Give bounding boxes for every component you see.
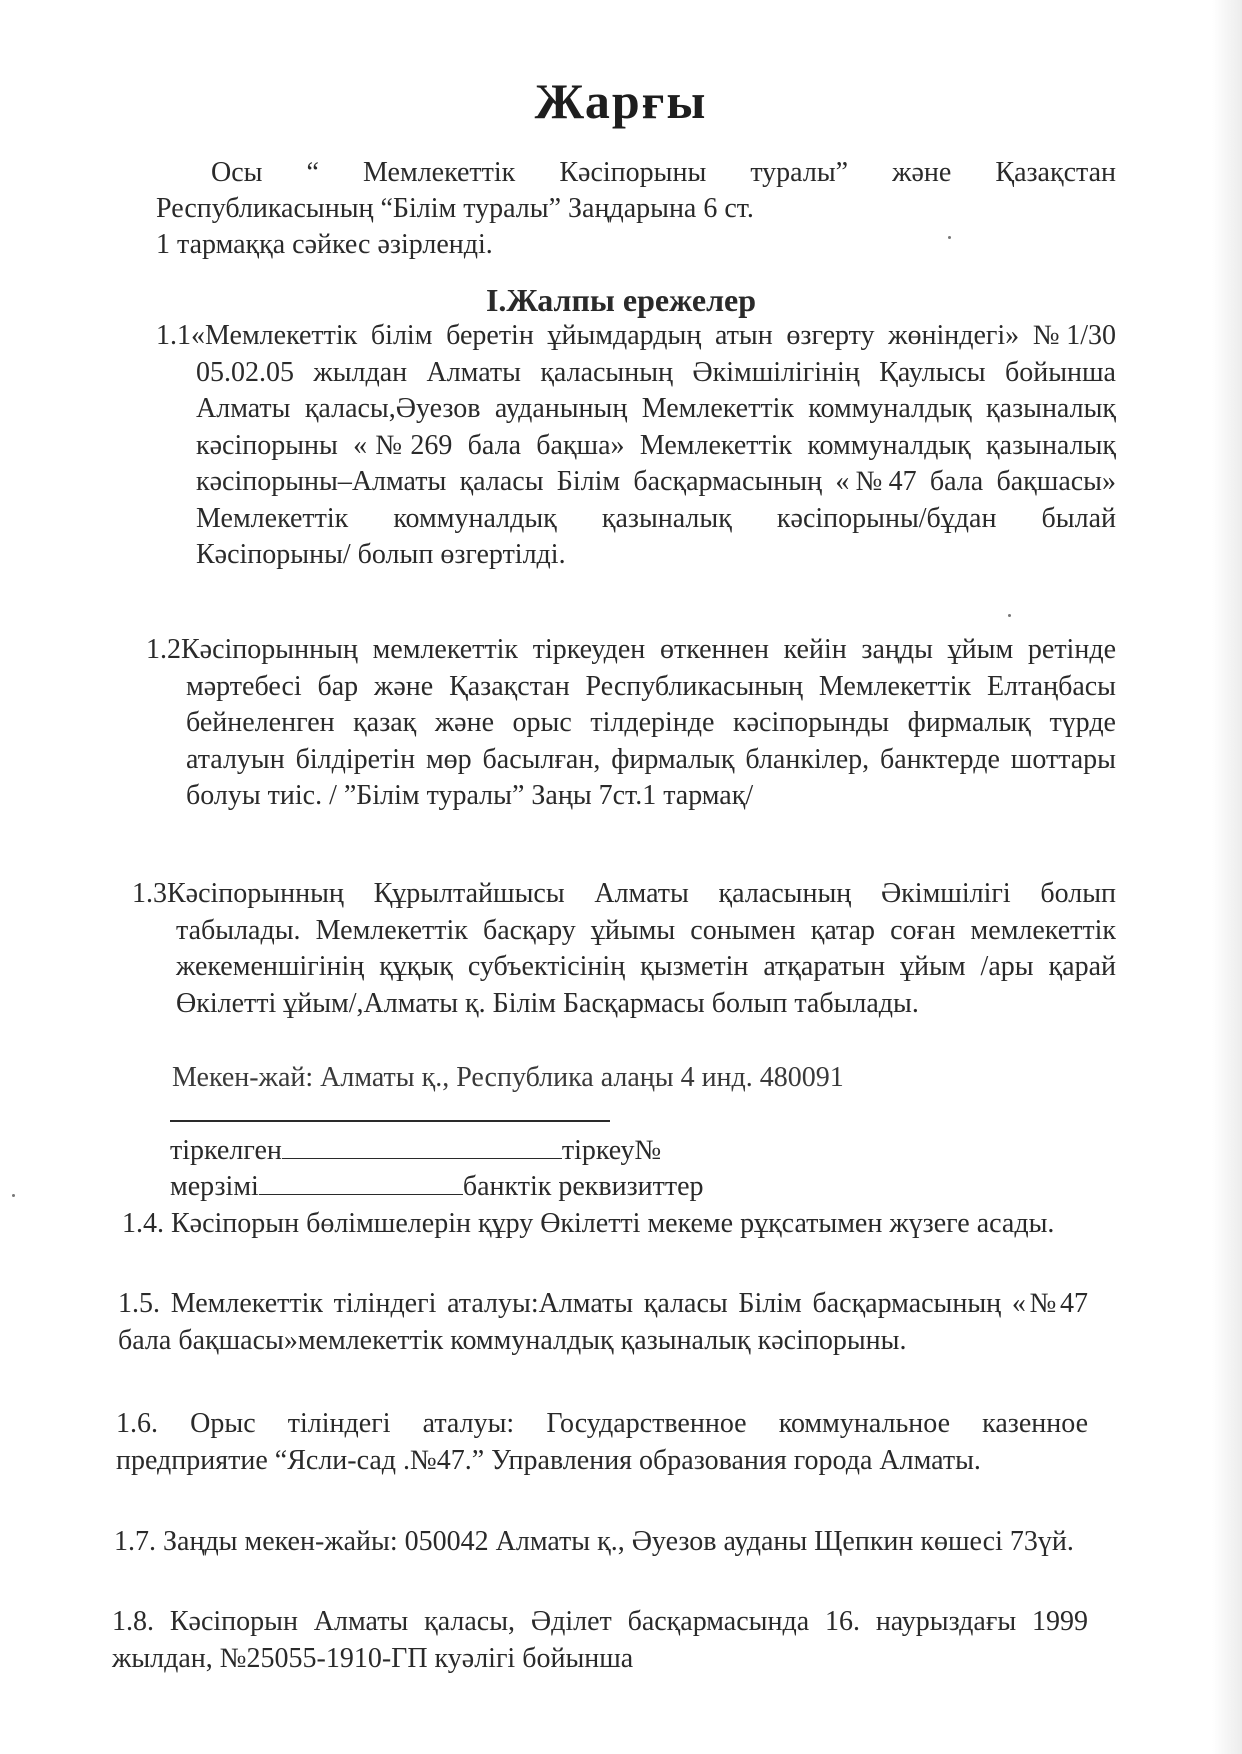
intro-line-3: 1 тармаққа сәйкес әзірленді. bbox=[156, 229, 493, 260]
reg-number-label: тіркеу№ bbox=[561, 1135, 662, 1166]
clause-number: 1.1 bbox=[156, 320, 191, 351]
clause-1-2 bbox=[146, 632, 1116, 815]
registered-label: тіркелген bbox=[170, 1135, 282, 1166]
clause-text: «Мемлекеттік білім беретін ұйымдардың атын өзгерту жөніндегі» №1/30 05.02.05 жылдан Алматы қаласының Әкімшілігінің Қаулысы бойынша Алматы қаласы,Әуезов ауданының Мемлекеттік коммуналдық қазыналық кәсіпорыны «№269 бала бақша» Мемлекеттік коммуналдық қазыналық кәсіпорыны–Алматы қаласы Білім басқармасының «№47 бала бақшасы» Мемлекеттік коммуналдық қазыналық кәсіпорыны/бұдан былай Кәсіпорыны/ болып өзгертілді. bbox=[191, 320, 1116, 570]
clause-1-6: 1.6. Орыс тіліндегі аталуы: Государственное коммунальное казенное предприятие “Ясли-сад .№47.” Управления образования города Алматы. bbox=[116, 1408, 1088, 1476]
clause-text: Кәсіпорынның Құрылтайшысы Алматы қаласының Әкімшілігі болып табылады. Мемлекеттік басқару ұйымы сонымен қатар соған мемлекеттік жекеменшігінің құқық субъектісінің қызметін атқаратын ұйым /ары қарай Өкілетті ұйым/,Алматы қ. Білім Басқармасы болып табылады. bbox=[167, 878, 1116, 1019]
bank-label: банктік реквизиттер bbox=[462, 1171, 704, 1202]
clause-text: Кәсіпорынның мемлекеттік тіркеуден өткеннен кейін заңды ұйым ретінде мәртебесі бар және Қазақстан Республикасының Мемлекеттік Елтаңбасы бейнеленген қазақ және орыс тілдерінде кәсіпорынды фирмалық түрде аталуын білдіретін мөр басылған, фирмалық бланкілер, банктерде шоттары болуы тиіс. / ”Білім туралы” Заңы 7ст.1 тармақ/ bbox=[181, 634, 1116, 811]
scan-speck bbox=[12, 1194, 15, 1197]
address-line: Мекен-жай: Алматы қ., Республика алаңы 4 инд. 480091 bbox=[172, 1062, 844, 1093]
intro-line-1: Осы “ Мемлекеттік Кәсіпорыны туралы” және Қазақстан bbox=[211, 157, 1116, 188]
clause-number: 1.3 bbox=[132, 878, 167, 909]
clause-1-4: 1.4. Кәсіпорын бөлімшелерін құру Өкілетті мекеме рұқсатымен жүзеге асады. bbox=[122, 1208, 1055, 1239]
intro-line-2: Республикасының “Білім туралы” Заңдарына 6 ст. bbox=[156, 193, 754, 224]
clause-1-3 bbox=[132, 876, 1116, 1022]
term-blank bbox=[259, 1168, 463, 1195]
term-label: мерзімі bbox=[170, 1171, 259, 1202]
section-heading: I.Жалпы ережелер bbox=[485, 282, 757, 318]
clause-1-5: 1.5. Мемлекеттік тіліндегі аталуы:Алматы қаласы Білім басқармасының «№47 бала бақшасы»мемлекеттік коммуналдық қазыналық кәсіпорыны. bbox=[118, 1288, 1088, 1356]
clause-number: 1.2 bbox=[146, 634, 181, 665]
clause-1-1 bbox=[156, 318, 1116, 574]
scan-speck bbox=[948, 236, 951, 239]
clause-1-7: 1.7. Заңды мекен-жайы: 050042 Алматы қ., Әуезов ауданы Щепкин көшесі 73үй. bbox=[114, 1526, 1074, 1557]
signature-line bbox=[170, 1120, 610, 1122]
term-row bbox=[170, 1168, 704, 1203]
scan-speck bbox=[1008, 614, 1011, 617]
page-edge-shadow bbox=[1212, 0, 1242, 1754]
registered-row bbox=[170, 1132, 661, 1167]
intro-paragraph bbox=[156, 155, 1116, 263]
clause-1-8: 1.8. Кәсіпорын Алматы қаласы, Әділет басқармасында 16. наурыздағы 1999 жылдан, №25055-1910-ГП куәлігі бойынша bbox=[112, 1606, 1088, 1674]
document-title: Жарғы bbox=[534, 73, 708, 129]
registered-blank bbox=[282, 1132, 562, 1159]
